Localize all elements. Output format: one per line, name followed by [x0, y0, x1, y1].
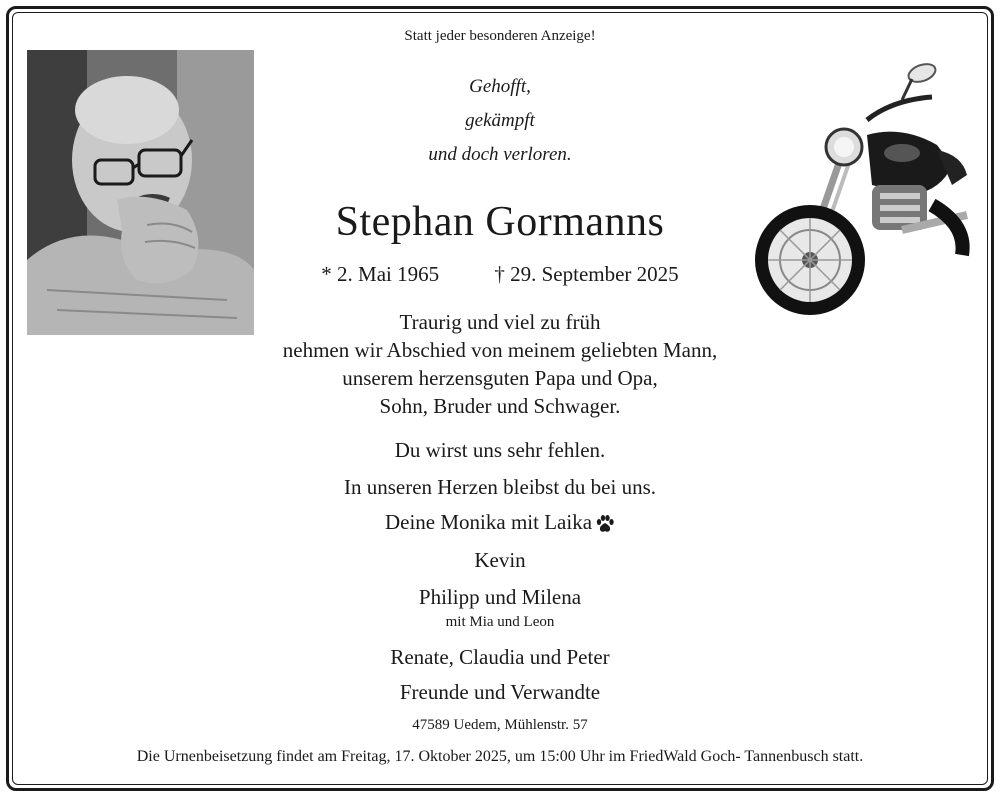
message-line: Traurig und viel zu früh: [399, 310, 601, 334]
burial-info: Die Urnenbeisetzung findet am Freitag, 17. Oktober 2025, um 15:00 Uhr im FriedWald Goch- Tannenbusch statt.: [136, 748, 864, 765]
quote-line: gekämpft: [465, 110, 535, 131]
birth-date: * 2. Mai 1965: [321, 262, 440, 286]
mourner-philipp: Philipp und Milena: [418, 585, 582, 609]
pre-title: Statt jeder besonderen Anzeige!: [404, 28, 596, 44]
mourner-name: Deine Monika mit Laika: [384, 510, 593, 534]
address: 47589 Uedem, Mühlenstr. 57: [412, 717, 588, 733]
mourner-renate: Renate, Claudia und Peter: [390, 645, 610, 669]
message-line: nehmen wir Abschied von meinem geliebten Mann,: [282, 338, 718, 362]
mourner-philipp-sub: mit Mia und Leon: [445, 614, 555, 630]
message: [0, 308, 1000, 420]
paw-icon: [595, 514, 615, 534]
mourner-friends: Freunde und Verwandte: [399, 680, 601, 704]
quote: [0, 70, 1000, 172]
message-line: unserem herzensguten Papa und Opa,: [342, 366, 658, 390]
deceased-name: Stephan Gormanns: [335, 199, 665, 245]
quote-line: Gehofft,: [469, 76, 531, 97]
farewell-line: Du wirst uns sehr fehlen.: [394, 438, 606, 462]
mourner-monika: [0, 510, 1000, 535]
farewell-line: In unseren Herzen bleibst du bei uns.: [344, 475, 656, 499]
death-date: † 29. September 2025: [494, 262, 679, 286]
quote-line: und doch verloren.: [428, 144, 572, 165]
life-dates: [0, 262, 1000, 287]
mourner-kevin: Kevin: [474, 548, 526, 572]
message-line: Sohn, Bruder und Schwager.: [379, 394, 621, 418]
